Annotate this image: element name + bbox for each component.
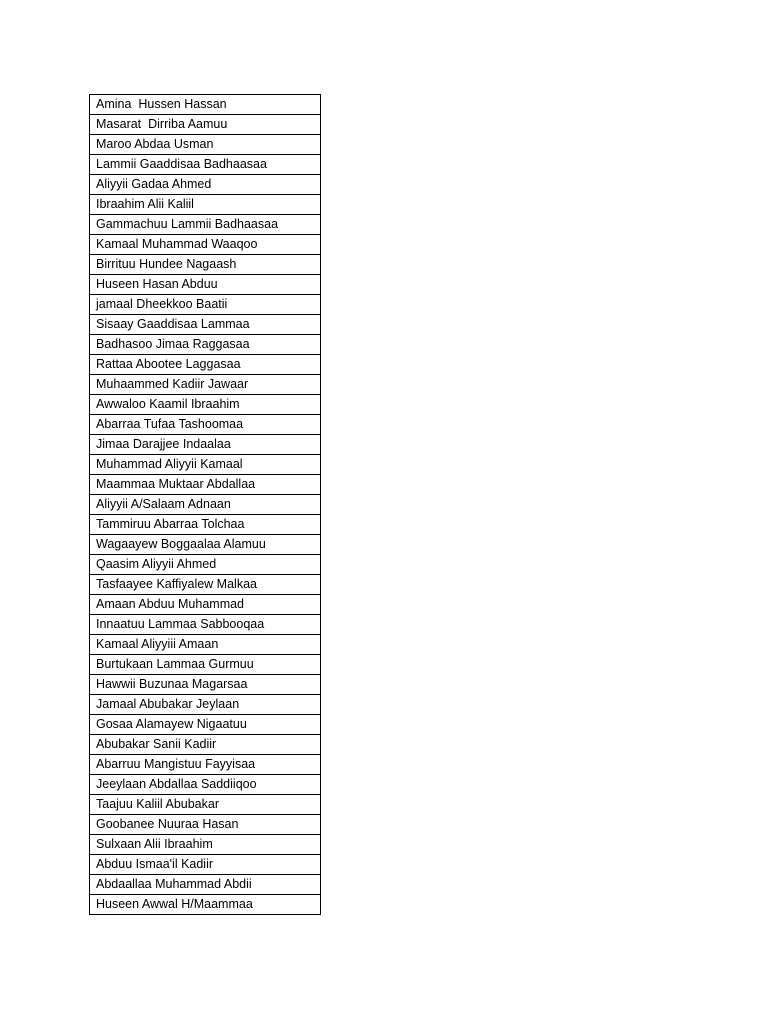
table-row	[90, 595, 321, 615]
names-table	[89, 94, 321, 915]
name-cell: Jeeylaan Abdallaa Saddiiqoo	[90, 775, 321, 795]
table-row	[90, 135, 321, 155]
table-row	[90, 755, 321, 775]
table-row	[90, 535, 321, 555]
table-row	[90, 175, 321, 195]
name-cell: Sisaay Gaaddisaa Lammaa	[90, 315, 321, 335]
table-row	[90, 695, 321, 715]
table-row	[90, 855, 321, 875]
table-row	[90, 195, 321, 215]
table-row	[90, 395, 321, 415]
name-cell: Goobanee Nuuraa Hasan	[90, 815, 321, 835]
table-row	[90, 455, 321, 475]
table-row	[90, 495, 321, 515]
table-row	[90, 275, 321, 295]
name-cell: Jamaal Abubakar Jeylaan	[90, 695, 321, 715]
name-cell: Muhammad Aliyyii Kamaal	[90, 455, 321, 475]
name-cell: Tasfaayee Kaffiyalew Malkaa	[90, 575, 321, 595]
name-cell: Rattaa Abootee Laggasaa	[90, 355, 321, 375]
name-cell: Ibraahim Alii Kaliil	[90, 195, 321, 215]
name-cell: Birrituu Hundee Nagaash	[90, 255, 321, 275]
table-row	[90, 835, 321, 855]
table-row	[90, 375, 321, 395]
table-row	[90, 515, 321, 535]
name-cell: Aliyyii Gadaa Ahmed	[90, 175, 321, 195]
table-row	[90, 115, 321, 135]
name-cell: Tammiruu Abarraa Tolchaa	[90, 515, 321, 535]
table-row	[90, 355, 321, 375]
name-cell: Aliyyii A/Salaam Adnaan	[90, 495, 321, 515]
name-cell: Gosaa Alamayew Nigaatuu	[90, 715, 321, 735]
table-row	[90, 875, 321, 895]
table-row	[90, 735, 321, 755]
name-cell: Sulxaan Alii Ibraahim	[90, 835, 321, 855]
table-row	[90, 235, 321, 255]
table-row	[90, 675, 321, 695]
name-cell: Maammaa Muktaar Abdallaa	[90, 475, 321, 495]
name-cell: Hawwii Buzunaa Magarsaa	[90, 675, 321, 695]
name-cell: Kamaal Muhammad Waaqoo	[90, 235, 321, 255]
table-row	[90, 795, 321, 815]
name-cell: Abarraa Tufaa Tashoomaa	[90, 415, 321, 435]
name-cell: Qaasim Aliyyii Ahmed	[90, 555, 321, 575]
table-row	[90, 415, 321, 435]
name-cell: Huseen Awwal H/Maammaa	[90, 895, 321, 915]
name-cell: Maroo Abdaa Usman	[90, 135, 321, 155]
name-cell: Huseen Hasan Abduu	[90, 275, 321, 295]
table-row	[90, 255, 321, 275]
table-row	[90, 95, 321, 115]
table-row	[90, 335, 321, 355]
table-row	[90, 315, 321, 335]
name-cell: Burtukaan Lammaa Gurmuu	[90, 655, 321, 675]
table-row	[90, 575, 321, 595]
name-cell: Masarat Dirriba Aamuu	[90, 115, 321, 135]
table-row	[90, 815, 321, 835]
table-row	[90, 475, 321, 495]
name-cell: Gammachuu Lammii Badhaasaa	[90, 215, 321, 235]
name-cell: Abubakar Sanii Kadiir	[90, 735, 321, 755]
name-cell: Muhaammed Kadiir Jawaar	[90, 375, 321, 395]
name-cell: Amina Hussen Hassan	[90, 95, 321, 115]
name-cell: Amaan Abduu Muhammad	[90, 595, 321, 615]
table-row	[90, 295, 321, 315]
table-row	[90, 435, 321, 455]
name-cell: Kamaal Aliyyiii Amaan	[90, 635, 321, 655]
name-cell: Abdaallaa Muhammad Abdii	[90, 875, 321, 895]
name-cell: Abduu Ismaa'il Kadiir	[90, 855, 321, 875]
names-table-body	[90, 95, 321, 915]
table-row	[90, 655, 321, 675]
name-cell: Innaatuu Lammaa Sabbooqaa	[90, 615, 321, 635]
table-row	[90, 615, 321, 635]
table-row	[90, 555, 321, 575]
name-cell: Abarruu Mangistuu Fayyisaa	[90, 755, 321, 775]
name-cell: jamaal Dheekkoo Baatii	[90, 295, 321, 315]
name-cell: Awwaloo Kaamil Ibraahim	[90, 395, 321, 415]
table-row	[90, 635, 321, 655]
name-cell: Lammii Gaaddisaa Badhaasaa	[90, 155, 321, 175]
name-cell: Taajuu Kaliil Abubakar	[90, 795, 321, 815]
table-row	[90, 715, 321, 735]
table-row	[90, 775, 321, 795]
name-cell: Jimaa Darajjee Indaalaa	[90, 435, 321, 455]
table-row	[90, 895, 321, 915]
name-cell: Badhasoo Jimaa Raggasaa	[90, 335, 321, 355]
table-row	[90, 215, 321, 235]
name-cell: Wagaayew Boggaalaa Alamuu	[90, 535, 321, 555]
table-row	[90, 155, 321, 175]
